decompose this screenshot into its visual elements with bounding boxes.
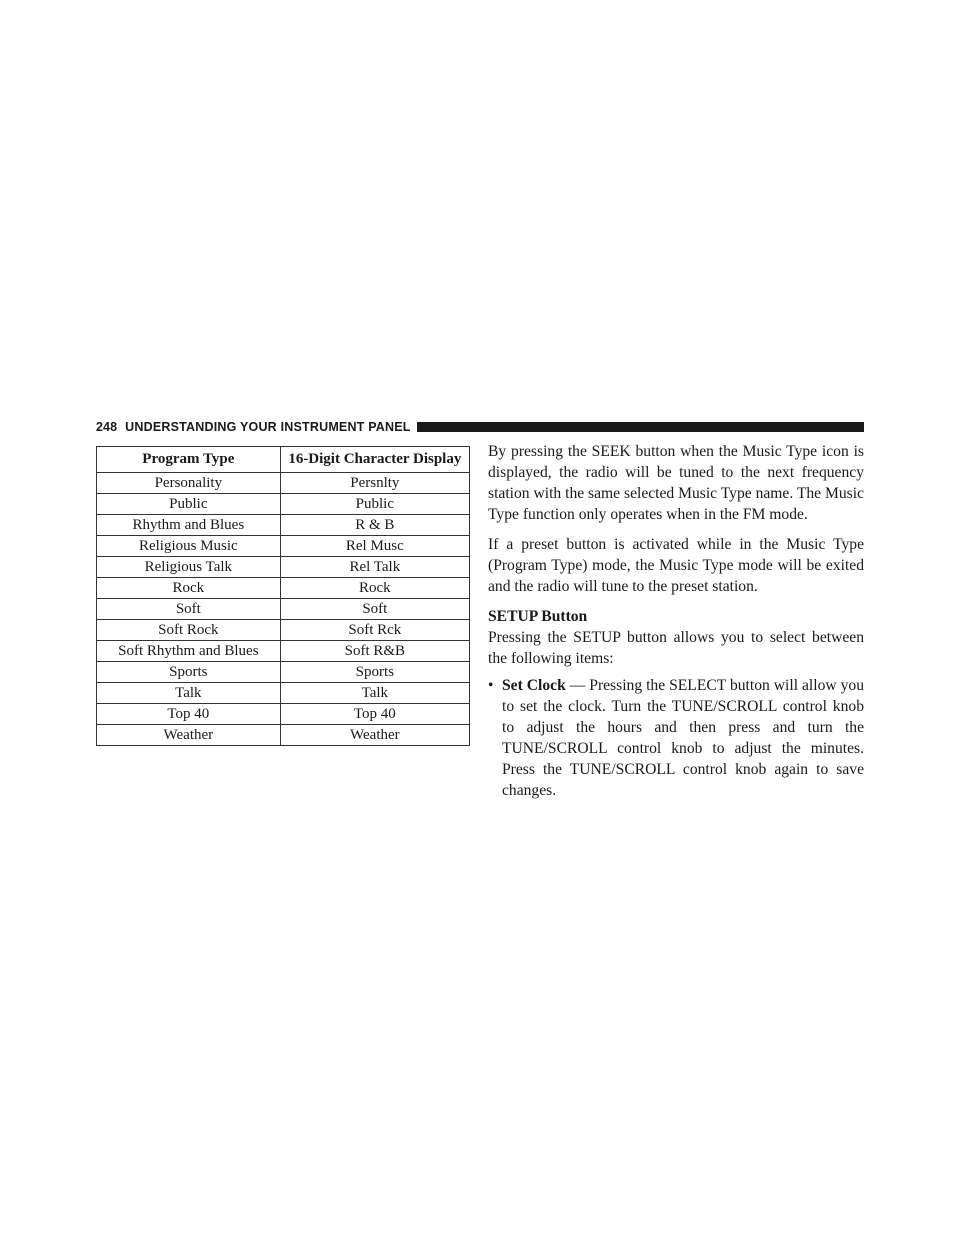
set-clock-description: — Pressing the SELECT button will allow you to set the clock. Turn the TUNE/SCROLL control knob to adjust the hours and then press and turn the TUNE/SCROLL control knob to adjust the minutes. Press the TUNE/SCROLL control knob again to save changes.: [502, 677, 864, 799]
table-row: [97, 557, 470, 578]
display-cell: Soft R&B: [280, 641, 469, 662]
program-type-cell: Public: [97, 494, 281, 515]
seek-paragraph: By pressing the SEEK button when the Music Type icon is displayed, the radio will be tuned to the next frequency station with the same selected Music Type name. The Music Type function only operates when in the FM mode.: [488, 443, 864, 523]
display-cell: Rock: [280, 578, 469, 599]
display-cell: Top 40: [280, 704, 469, 725]
header-rule: [417, 422, 864, 432]
display-cell: R & B: [280, 515, 469, 536]
program-type-cell: Personality: [97, 473, 281, 494]
column-header-program-type: Program Type: [97, 447, 281, 473]
program-type-cell: Religious Talk: [97, 557, 281, 578]
table-row: [97, 683, 470, 704]
page-header: [96, 418, 864, 436]
table-row: [97, 620, 470, 641]
table-row: [97, 704, 470, 725]
display-cell: Soft Rck: [280, 620, 469, 641]
table-row: [97, 641, 470, 662]
page-number: 248: [96, 420, 118, 434]
table-row: [97, 515, 470, 536]
table-row: [97, 494, 470, 515]
setup-button-heading: SETUP Button: [488, 608, 588, 625]
program-type-cell: Soft Rhythm and Blues: [97, 641, 281, 662]
section-title: UNDERSTANDING YOUR INSTRUMENT PANEL: [125, 420, 411, 434]
display-cell: Weather: [280, 725, 469, 746]
program-type-cell: Soft: [97, 599, 281, 620]
table-row: [97, 599, 470, 620]
body-text-column: [488, 441, 864, 801]
table-row: [97, 578, 470, 599]
table-header-row: [97, 447, 470, 473]
bullet-icon: •: [488, 677, 494, 694]
display-cell: Talk: [280, 683, 469, 704]
display-cell: Persnlty: [280, 473, 469, 494]
set-clock-title: Set Clock: [502, 677, 566, 694]
table-row: [97, 662, 470, 683]
preset-paragraph: If a preset button is activated while in the Music Type (Program Type) mode, the Music Type mode will be exited and the radio will tune to the preset station.: [488, 536, 864, 595]
program-type-cell: Rock: [97, 578, 281, 599]
program-type-table: [96, 446, 470, 746]
program-type-cell: Rhythm and Blues: [97, 515, 281, 536]
display-cell: Soft: [280, 599, 469, 620]
table-row: [97, 473, 470, 494]
table-row: [97, 725, 470, 746]
column-header-character-display: 16-Digit Character Display: [280, 447, 469, 473]
display-cell: Rel Musc: [280, 536, 469, 557]
program-type-table-container: [96, 446, 470, 746]
program-type-cell: Religious Music: [97, 536, 281, 557]
list-item: [488, 675, 864, 801]
display-cell: Sports: [280, 662, 469, 683]
program-type-cell: Soft Rock: [97, 620, 281, 641]
display-cell: Rel Talk: [280, 557, 469, 578]
program-type-cell: Top 40: [97, 704, 281, 725]
setup-intro-paragraph: Pressing the SETUP button allows you to select between the following items:: [488, 629, 864, 667]
program-type-cell: Weather: [97, 725, 281, 746]
set-clock-item: [502, 675, 864, 801]
table-row: [97, 536, 470, 557]
program-type-cell: Talk: [97, 683, 281, 704]
program-type-cell: Sports: [97, 662, 281, 683]
display-cell: Public: [280, 494, 469, 515]
